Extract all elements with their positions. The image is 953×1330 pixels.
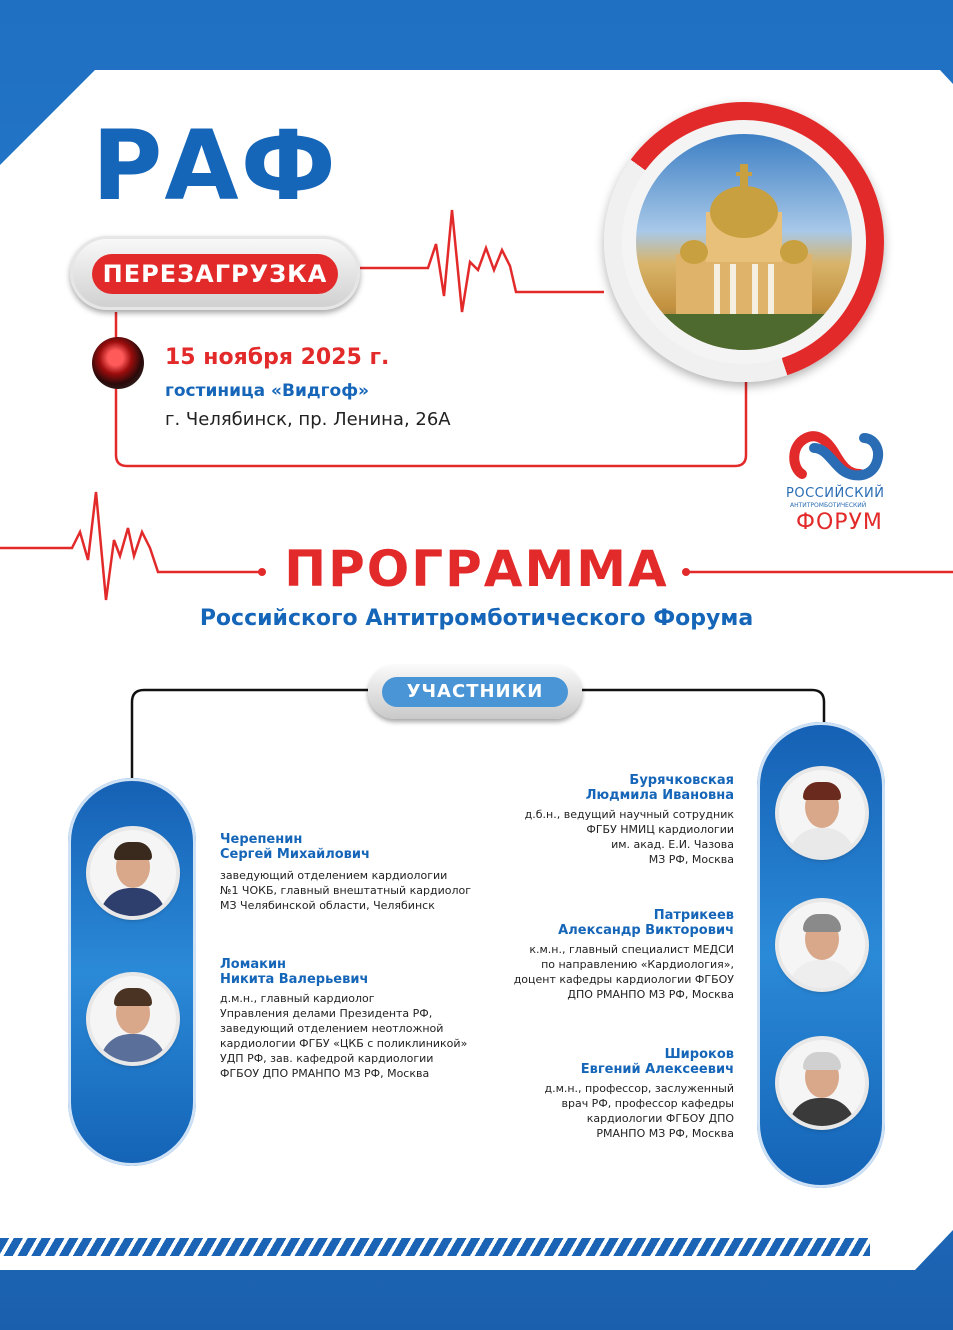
cathedral-icon — [636, 134, 852, 350]
speaker-given-name: Александр Викторович — [558, 923, 734, 938]
speaker-desc-line: д.б.н., ведущий научный сотрудник — [524, 808, 734, 821]
program-title: ПРОГРАММА — [284, 540, 669, 598]
speaker-desc-line: МЗ РФ, Москва — [648, 853, 734, 866]
speaker-desc-line: по направлению «Кардиология», — [541, 958, 734, 971]
speaker-desc-line: им. акад. Е.И. Чазова — [611, 838, 734, 851]
speaker-desc-line: ФГБОУ ДПО РМАНПО МЗ РФ, Москва — [220, 1067, 430, 1080]
program-subtitle: Российского Антитромботического Форума — [199, 606, 754, 631]
speaker-desc-line: Управления делами Президента РФ, — [220, 1007, 433, 1020]
speaker-surname: Черепенин — [220, 832, 303, 847]
speaker-surname: Патрикеев — [653, 908, 734, 923]
speaker-desc-line: заведующий отделением неотложной — [220, 1022, 444, 1035]
speaker-photo-cherepenin — [90, 830, 176, 916]
logo-line1: РОССИЙСКИЙ — [786, 486, 885, 501]
speaker-surname: Ломакин — [220, 957, 287, 972]
event-address: г. Челябинск, пр. Ленина, 26А — [165, 409, 451, 430]
speaker-desc-line: врач РФ, профессор кафедры — [561, 1097, 734, 1110]
reboot-badge: ПЕРЕЗАГРУЗКА — [92, 254, 338, 294]
speaker-desc-line: д.м.н., главный кардиолог — [220, 992, 375, 1005]
speaker-surname: Бурячковская — [629, 773, 734, 788]
speaker-photo-shirokov — [779, 1040, 865, 1126]
speaker-given-name: Никита Валерьевич — [220, 972, 369, 987]
logo-line2: АНТИТРОМБОТИЧЕСКИЙ — [790, 502, 867, 509]
speaker-desc-line: ФГБУ НМИЦ кардиологии — [586, 823, 734, 836]
speaker-photo-lomakin — [90, 976, 176, 1062]
speaker-photo-patrikeev — [779, 902, 865, 988]
speaker-desc-line: №1 ЧОКБ, главный внештатный кардиолог — [220, 884, 472, 897]
speaker-desc-line: МЗ Челябинской области, Челябинск — [220, 899, 435, 912]
speaker-desc-line: РМАНПО МЗ РФ, Москва — [596, 1127, 734, 1140]
forum-logo-icon — [784, 428, 894, 488]
speaker-desc-line: кардиологии ФГБУ «ЦКБ с поликлиникой» — [220, 1037, 468, 1050]
speaker-desc-line: УДП РФ, зав. кафедрой кардиологии — [220, 1052, 434, 1065]
logo-line3: ФОРУМ — [796, 510, 883, 535]
speaker-desc-line: к.м.н., главный специалист МЕДСИ — [529, 943, 734, 956]
event-venue: гостиница «Видгоф» — [165, 381, 370, 401]
event-title: РАФ — [92, 110, 338, 222]
event-date: 15 ноября 2025 г. — [165, 345, 390, 370]
speaker-card — [220, 957, 500, 1081]
speaker-desc-line: доцент кафедры кардиологии ФГБОУ — [513, 973, 734, 986]
speaker-given-name: Людмила Ивановна — [585, 788, 734, 803]
participants-label: УЧАСТНИКИ — [382, 677, 568, 707]
speaker-given-name: Сергей Михайлович — [220, 847, 370, 862]
speaker-card — [474, 1047, 734, 1141]
speaker-surname: Широков — [664, 1047, 734, 1062]
cathedral-photo — [636, 134, 852, 350]
speaker-desc-line: ДПО РМАНПО МЗ РФ, Москва — [567, 988, 734, 1001]
speaker-desc-line: кардиологии ФГБОУ ДПО — [586, 1112, 734, 1125]
speaker-desc-line: д.м.н., профессор, заслуженный — [544, 1082, 734, 1095]
speaker-card — [220, 832, 490, 913]
speaker-given-name: Евгений Алексеевич — [580, 1062, 734, 1077]
speaker-photo-buryachkovskaya — [779, 770, 865, 856]
bottom-stripes — [0, 1238, 870, 1256]
speaker-card — [474, 908, 734, 1002]
speaker-card — [474, 773, 734, 867]
location-marker-icon — [92, 337, 144, 389]
speaker-desc-line: заведующий отделением кардиологии — [220, 869, 448, 882]
